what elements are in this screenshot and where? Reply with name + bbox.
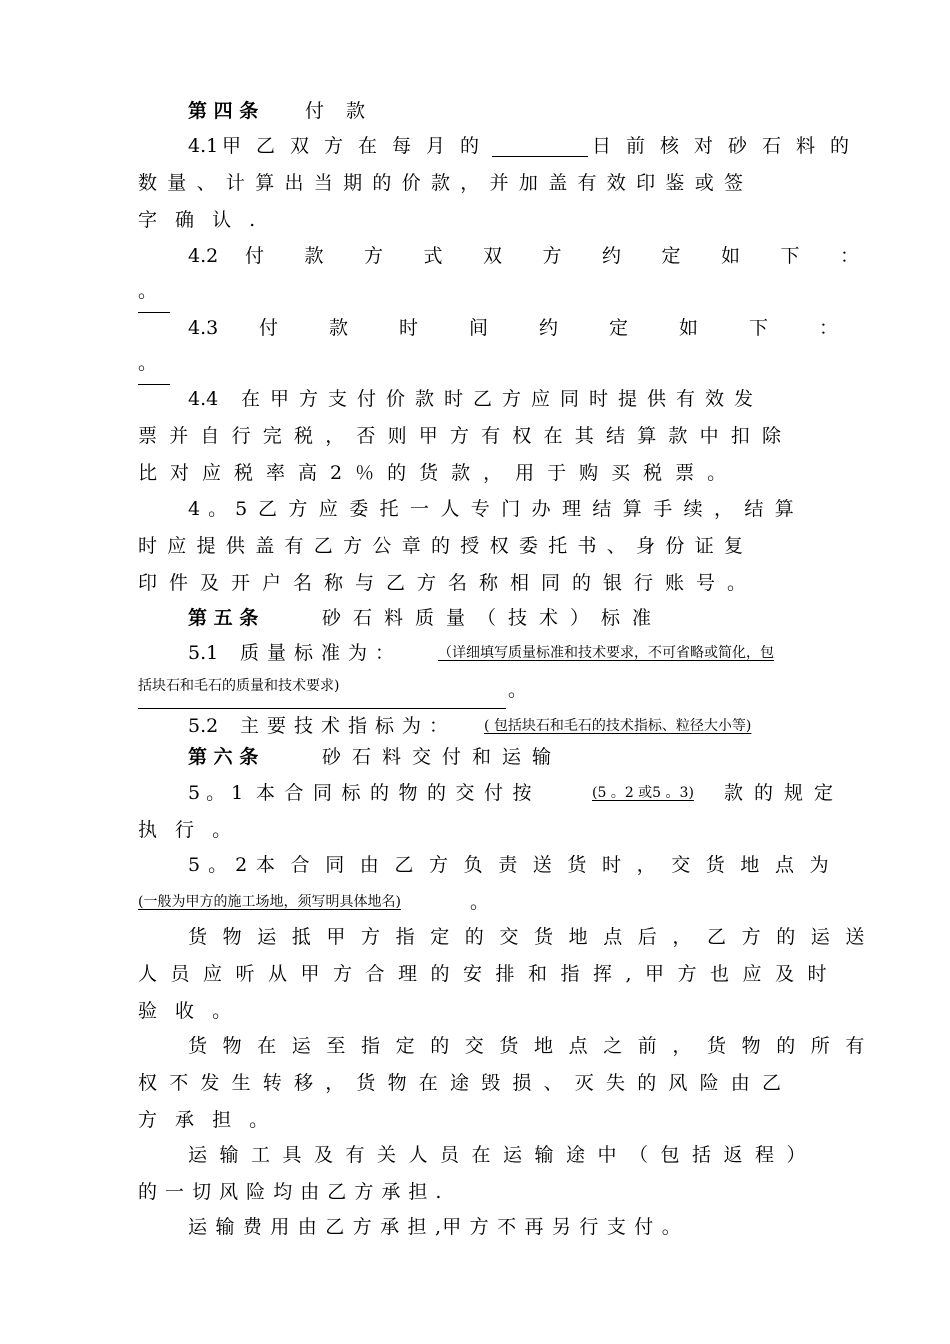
para-ownership-line-1: [0, 1028, 950, 1064]
para-ownership-text-c: 方 承 担 。: [138, 1109, 275, 1131]
article-4-number: 第 四 条: [188, 100, 259, 122]
para-arrival-text-c: 验 收 。: [138, 1000, 238, 1022]
clause-6-1-text-c: 执 行 。: [138, 819, 238, 841]
para-fees-line-1: [0, 1209, 950, 1245]
clause-4-5-number: 4。5: [188, 498, 256, 520]
clause-5-1-label: 质量标准为：: [240, 642, 403, 664]
article-6-heading: [0, 739, 950, 775]
clause-4-4-line-2: [0, 418, 950, 454]
clause-4-4-text-a: 在甲方支付价款时乙方应同时提供有效发: [241, 388, 764, 410]
para-ownership-line-2: [0, 1065, 950, 1101]
clause-6-2-text-a: 本合同由乙方负责送货时，交货地点为: [256, 854, 845, 876]
clause-4-4-text-b: 票并自行完税，否则甲方有权在其结算款中扣除: [138, 425, 794, 447]
clause-5-2-number: 5.2: [188, 715, 219, 737]
clause-5-1-line-1: [0, 635, 950, 671]
clause-4-4-text-c: 比对应税率高2％的货款，用于购买税票。: [138, 462, 740, 484]
clause-4-1-text-b: 日前核对砂石料的: [592, 135, 865, 157]
clause-6-2-line-1: [0, 847, 950, 883]
clause-4-2-line-1: [0, 238, 950, 274]
technical-indicators-field[interactable]: ( 包括块石和毛石的技术指标、粒径大小等): [484, 718, 752, 734]
para-risk-line-2: [0, 1174, 950, 1210]
para-arrival-text-a: 货物运抵甲方指定的交货地点后，乙方的运送: [188, 926, 881, 948]
clause-4-1-line-3: [0, 202, 950, 238]
clause-4-1-text-d: 字 确 认 .: [138, 209, 262, 231]
clause-4-3-number: 4.3: [188, 317, 219, 339]
clause-4-4-line-1: [0, 381, 950, 417]
delivery-location-field[interactable]: (一般为甲方的施工场地，须写明具体地名): [138, 894, 401, 910]
para-ownership-text-b: 权不发生转移，货物在途毁损、灭失的风险由乙: [138, 1072, 794, 1094]
clause-4-2-text: 付款方式双方约定如下：: [245, 245, 900, 267]
para-arrival-line-2: [0, 956, 950, 992]
clause-6-1-line-1: [0, 775, 950, 811]
para-ownership-text-a: 货物在运至指定的交货地点之前，货物的所有: [188, 1035, 881, 1057]
clause-4-2-line-2: [0, 276, 950, 312]
article-4-heading: [0, 93, 950, 129]
payment-time-field[interactable]: 。: [138, 348, 170, 385]
clause-6-2-line-2: [0, 884, 950, 920]
para-arrival-line-3: [0, 993, 950, 1029]
clause-4-4-line-3: [0, 455, 950, 491]
clause-4-1-line-2: [0, 165, 950, 201]
clause-4-5-text-a: 乙方应委托一人专门办理结算手续，结算: [258, 498, 806, 520]
clause-6-1-line-2: [0, 812, 950, 848]
clause-4-5-line-1: [0, 491, 950, 527]
clause-5-2-label: 主要技术指标为：: [240, 715, 457, 737]
date-blank-field[interactable]: [492, 132, 588, 157]
article-6-number: 第 六 条: [188, 746, 259, 768]
clause-6-1-text-b: 款的规定: [724, 782, 845, 804]
payment-method-field[interactable]: 。: [138, 276, 170, 313]
delivery-clause-field[interactable]: (5 。2 或5 。3): [592, 785, 694, 801]
article-6-title: 砂石料交付和运输: [322, 746, 563, 768]
para-risk-text-a: 运输工具及有关人员在运输途中（包括返程）: [188, 1144, 819, 1166]
clause-6-2-number: 5。2: [188, 854, 256, 876]
clause-5-1-line-2: [0, 672, 950, 708]
clause-6-1-number: 5。1: [188, 782, 250, 804]
article-4-title: 付 款: [305, 100, 374, 122]
clause-4-1-line-1: [0, 128, 950, 164]
clause-4-1-text-a: 甲乙双方在每月的: [222, 135, 495, 157]
article-5-title: 砂石料质量（技术）标准: [322, 607, 664, 629]
para-arrival-text-b: 人员应听从甲方合理的安排和指挥,甲方也应及时: [138, 963, 841, 985]
clause-4-5-text-b: 时应提供盖有乙方公章的授权委托书、身份证复: [138, 535, 754, 557]
clause-4-5-line-2: [0, 528, 950, 564]
article-5-number: 第 五 条: [188, 607, 259, 629]
clause-4-1-number: 4.1: [188, 135, 219, 157]
para-risk-line-1: [0, 1137, 950, 1173]
clause-5-1-end: 。: [508, 679, 528, 701]
clause-5-1-number: 5.1: [188, 642, 219, 664]
article-5-heading: [0, 600, 950, 636]
clause-4-4-number: 4.4: [188, 388, 219, 410]
quality-standard-field-line-2[interactable]: 括块石和毛石的质量和技术要求): [138, 672, 506, 709]
clause-6-1-text-a: 本合同标的物的交付按: [256, 782, 542, 804]
para-fees-text: 运 输 费 用 由 乙 方 承 担 ,甲 方 不 再 另 行 支 付 。: [188, 1216, 682, 1238]
para-risk-text-b: 的 一 切 风 险 均 由 乙 方 承 担 .: [138, 1181, 443, 1203]
clause-6-2-end: 。: [470, 891, 490, 913]
clause-4-3-line-2: [0, 348, 950, 384]
para-arrival-line-1: [0, 919, 950, 955]
clause-4-2-number: 4.2: [188, 245, 219, 267]
clause-4-3-line-1: [0, 310, 950, 346]
clause-4-5-line-3: [0, 565, 950, 601]
clause-4-1-text-c: 数量、计算出当期的价款，并加盖有效印鉴或签: [138, 172, 754, 194]
quality-standard-field-line-1[interactable]: （详细填写质量标准和技术要求，不可省略或简化，包: [438, 645, 774, 661]
para-ownership-line-3: [0, 1102, 950, 1138]
clause-4-3-text: 付款时间约定如下：: [259, 317, 890, 339]
clause-4-5-text-c: 印件及开户名称与乙方名称相同的银行账号。: [138, 572, 759, 594]
